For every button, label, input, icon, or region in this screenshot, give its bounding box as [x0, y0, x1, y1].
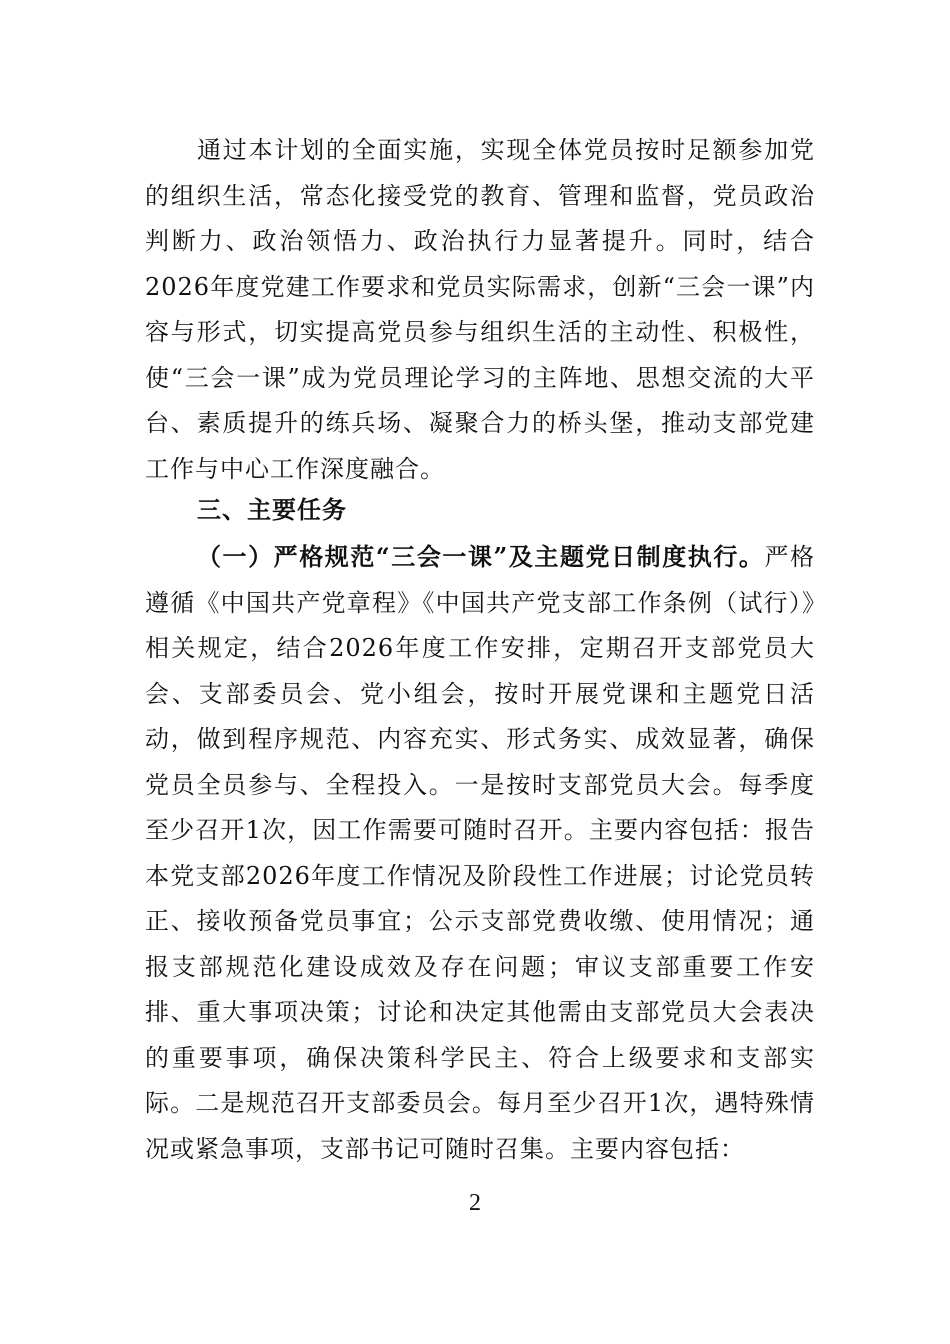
- paragraph-goals: 通过本计划的全面实施，实现全体党员按时足额参加党的组织生活，常态化接受党的教育、管理和监督，党员政治判断力、政治领悟力、政治执行力显著提升。同时，结合2026年度党建工作要求和党员实际需求，创新“三会一课”内容与形式，切实提高党员参与组织生活的主动性、积极性，使“三会一课”成为党员理论学习的主阵地、思想交流的大平台、素质提升的练兵场、凝聚合力的桥头堡，推动支部党建工作与中心工作深度融合。: [145, 136, 815, 483]
- task-1-lead: （一）严格规范“三会一课”及主题党日制度执行。: [197, 542, 765, 571]
- task-block: [145, 534, 815, 1172]
- task-1-body: 严格遵循《中国共产党章程》《中国共产党支部工作条例（试行）》相关规定，结合2026年度工作安排，定期召开支部党员大会、支部委员会、党小组会，按时开展党课和主题党日活动，做到程序规范、内容充实、形式务实、成效显著，确保党员全员参与、全程投入。一是按时支部党员大会。每季度至少召开1次，因工作需要可随时召开。主要内容包括：报告本党支部2026年度工作情况及阶段性工作进展；讨论党员转正、接收预备党员事宜；公示支部党费收缴、使用情况；通报支部规范化建设成效及存在问题；审议支部重要工作安排、重大事项决策；讨论和决定其他需由支部党员大会表决的重要事项，确保决策科学民主、符合上级要求和支部实际。二是规范召开支部委员会。每月至少召开1次，遇特殊情况或紧急事项，支部书记可随时召集。主要内容包括：: [145, 543, 816, 1163]
- paragraph-task-1: [145, 534, 815, 1172]
- section-block: [145, 488, 815, 534]
- body-text: [145, 128, 815, 492]
- section-heading: 三、主要任务: [197, 496, 347, 524]
- page-number: 2: [469, 1190, 481, 1216]
